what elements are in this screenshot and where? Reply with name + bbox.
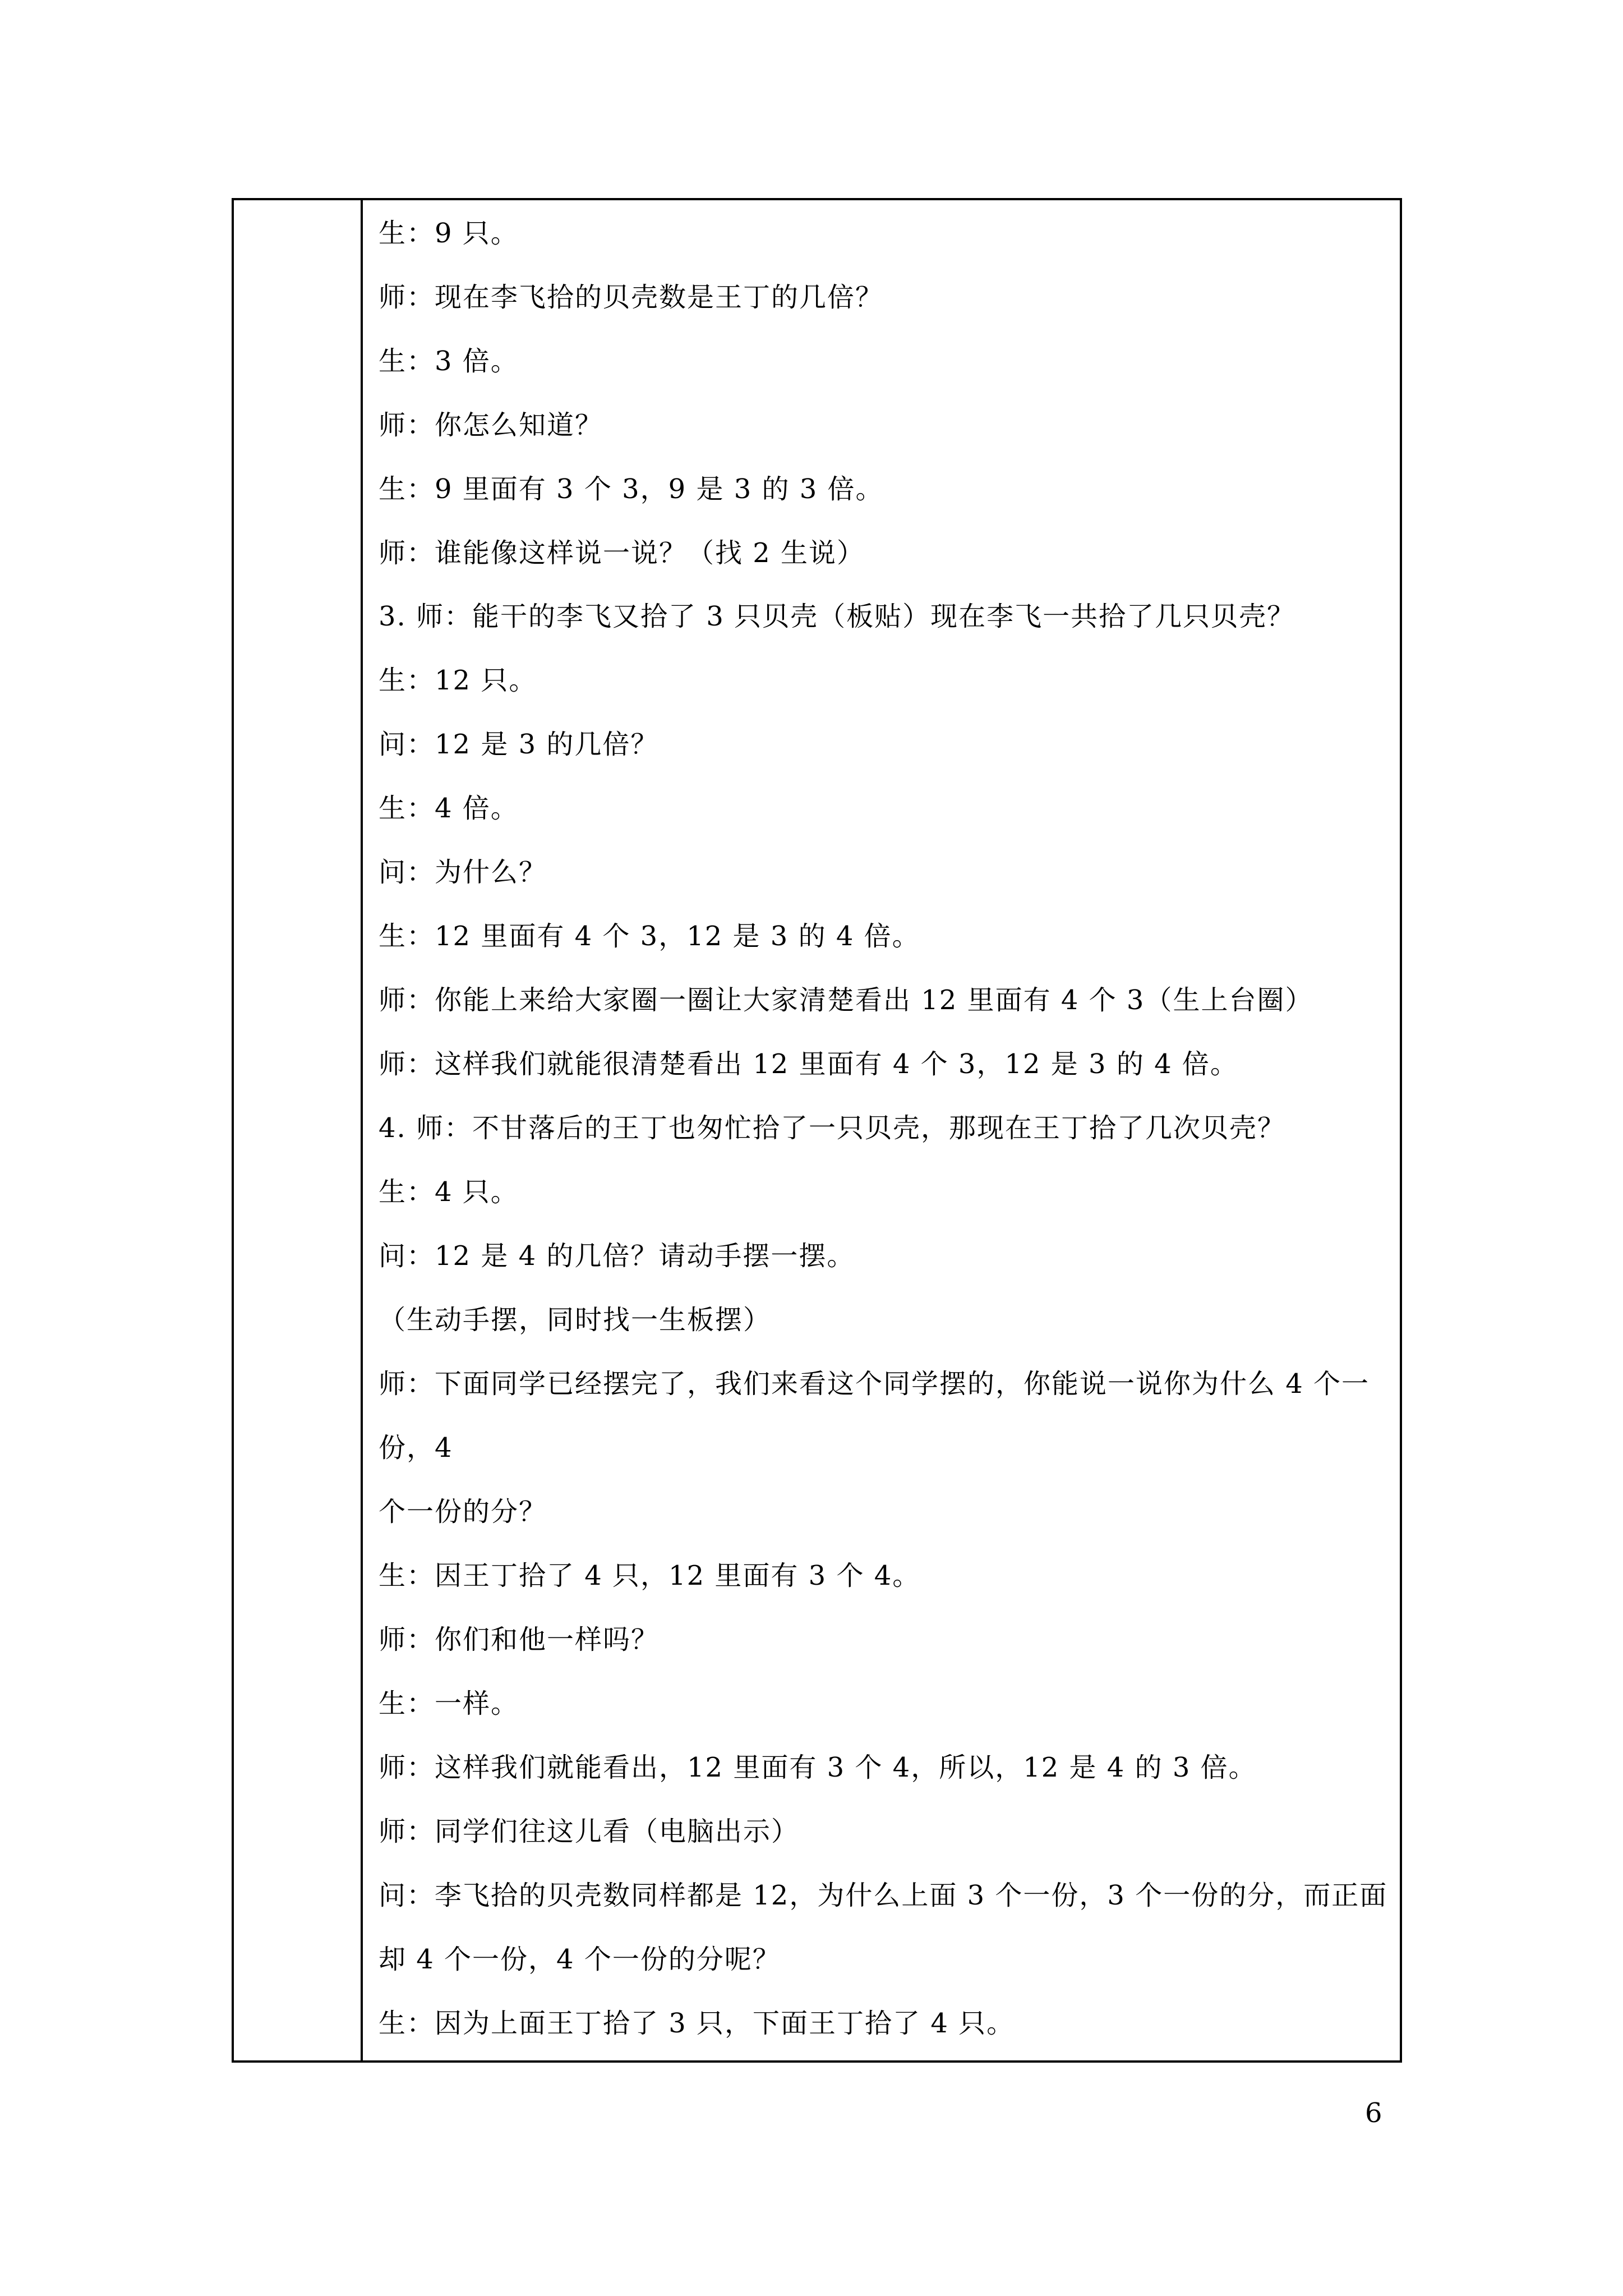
- dialogue-line: 生：一样。: [379, 1688, 519, 1719]
- dialogue-line: 个一份的分？: [379, 1496, 547, 1527]
- dialogue-line: 生：9 里面有 3 个 3，9 是 3 的 3 倍。: [379, 473, 884, 505]
- dialogue-line: 生：4 只。: [379, 1176, 519, 1208]
- dialogue-line: 师：这样我们就能很清楚看出 12 里面有 4 个 3，12 是 3 的 4 倍。: [379, 1048, 1238, 1080]
- dialogue-line: 师：你怎么知道？: [379, 409, 603, 441]
- dialogue-line: 3. 师：能干的李飞又拾了 3 只贝壳（板贴）现在李飞一共拾了几只贝壳？: [379, 601, 1295, 632]
- dialogue-line: 生：因为上面王丁拾了 3 只，下面王丁拾了 4 只。: [379, 2008, 1015, 2039]
- dialogue-line: 师：谁能像这样说一说？（找 2 生说）: [379, 537, 865, 569]
- dialogue-line: 生：4 倍。: [379, 793, 519, 824]
- dialogue-line: 生：因王丁拾了 4 只，12 里面有 3 个 4。: [379, 1560, 921, 1591]
- dialogue-line: 问：12 是 3 的几倍？: [379, 729, 659, 760]
- dialogue-line: 份，4: [379, 1432, 453, 1464]
- dialogue-line: 师：下面同学已经摆完了，我们来看这个同学摆的，你能说一说你为什么 4 个一: [379, 1368, 1370, 1400]
- dialogue-line: 师：同学们往这儿看（电脑出示）: [379, 1816, 800, 1847]
- dialogue-line: 师：现在李飞拾的贝壳数是王丁的几倍？: [379, 282, 884, 313]
- dialogue-line: 师：你能上来给大家圈一圈让大家清楚看出 12 里面有 4 个 3（生上台圈）: [379, 984, 1313, 1016]
- dialogue-line: 问：12 是 4 的几倍？请动手摆一摆。: [379, 1240, 855, 1272]
- table-left-column: [234, 200, 363, 2060]
- dialogue-line: 师：这样我们就能看出，12 里面有 3 个 4，所以，12 是 4 的 3 倍。: [379, 1752, 1257, 1783]
- dialogue-line: 却 4 个一份，4 个一份的分呢？: [379, 1944, 781, 1975]
- dialogue-line: 师：你们和他一样吗？: [379, 1624, 660, 1655]
- dialogue-line: 生：12 只。: [379, 665, 537, 696]
- dialogue-line: 问：李飞拾的贝壳数同样都是 12，为什么上面 3 个一份，3 个一份的分，而正面: [379, 1880, 1388, 1911]
- dialogue-line: 生：12 里面有 4 个 3，12 是 3 的 4 倍。: [379, 921, 920, 952]
- page-number: 6: [1365, 2097, 1382, 2129]
- dialogue-line: 4. 师：不甘落后的王丁也匆忙拾了一只贝壳，那现在王丁拾了几次贝壳？: [379, 1112, 1286, 1144]
- dialogue-line: 生：9 只。: [379, 218, 519, 249]
- dialogue-line: （生动手摆，同时找一生板摆）: [379, 1304, 772, 1336]
- dialogue-line: 生：3 倍。: [379, 346, 519, 377]
- dialogue-line: 问：为什么？: [379, 857, 547, 888]
